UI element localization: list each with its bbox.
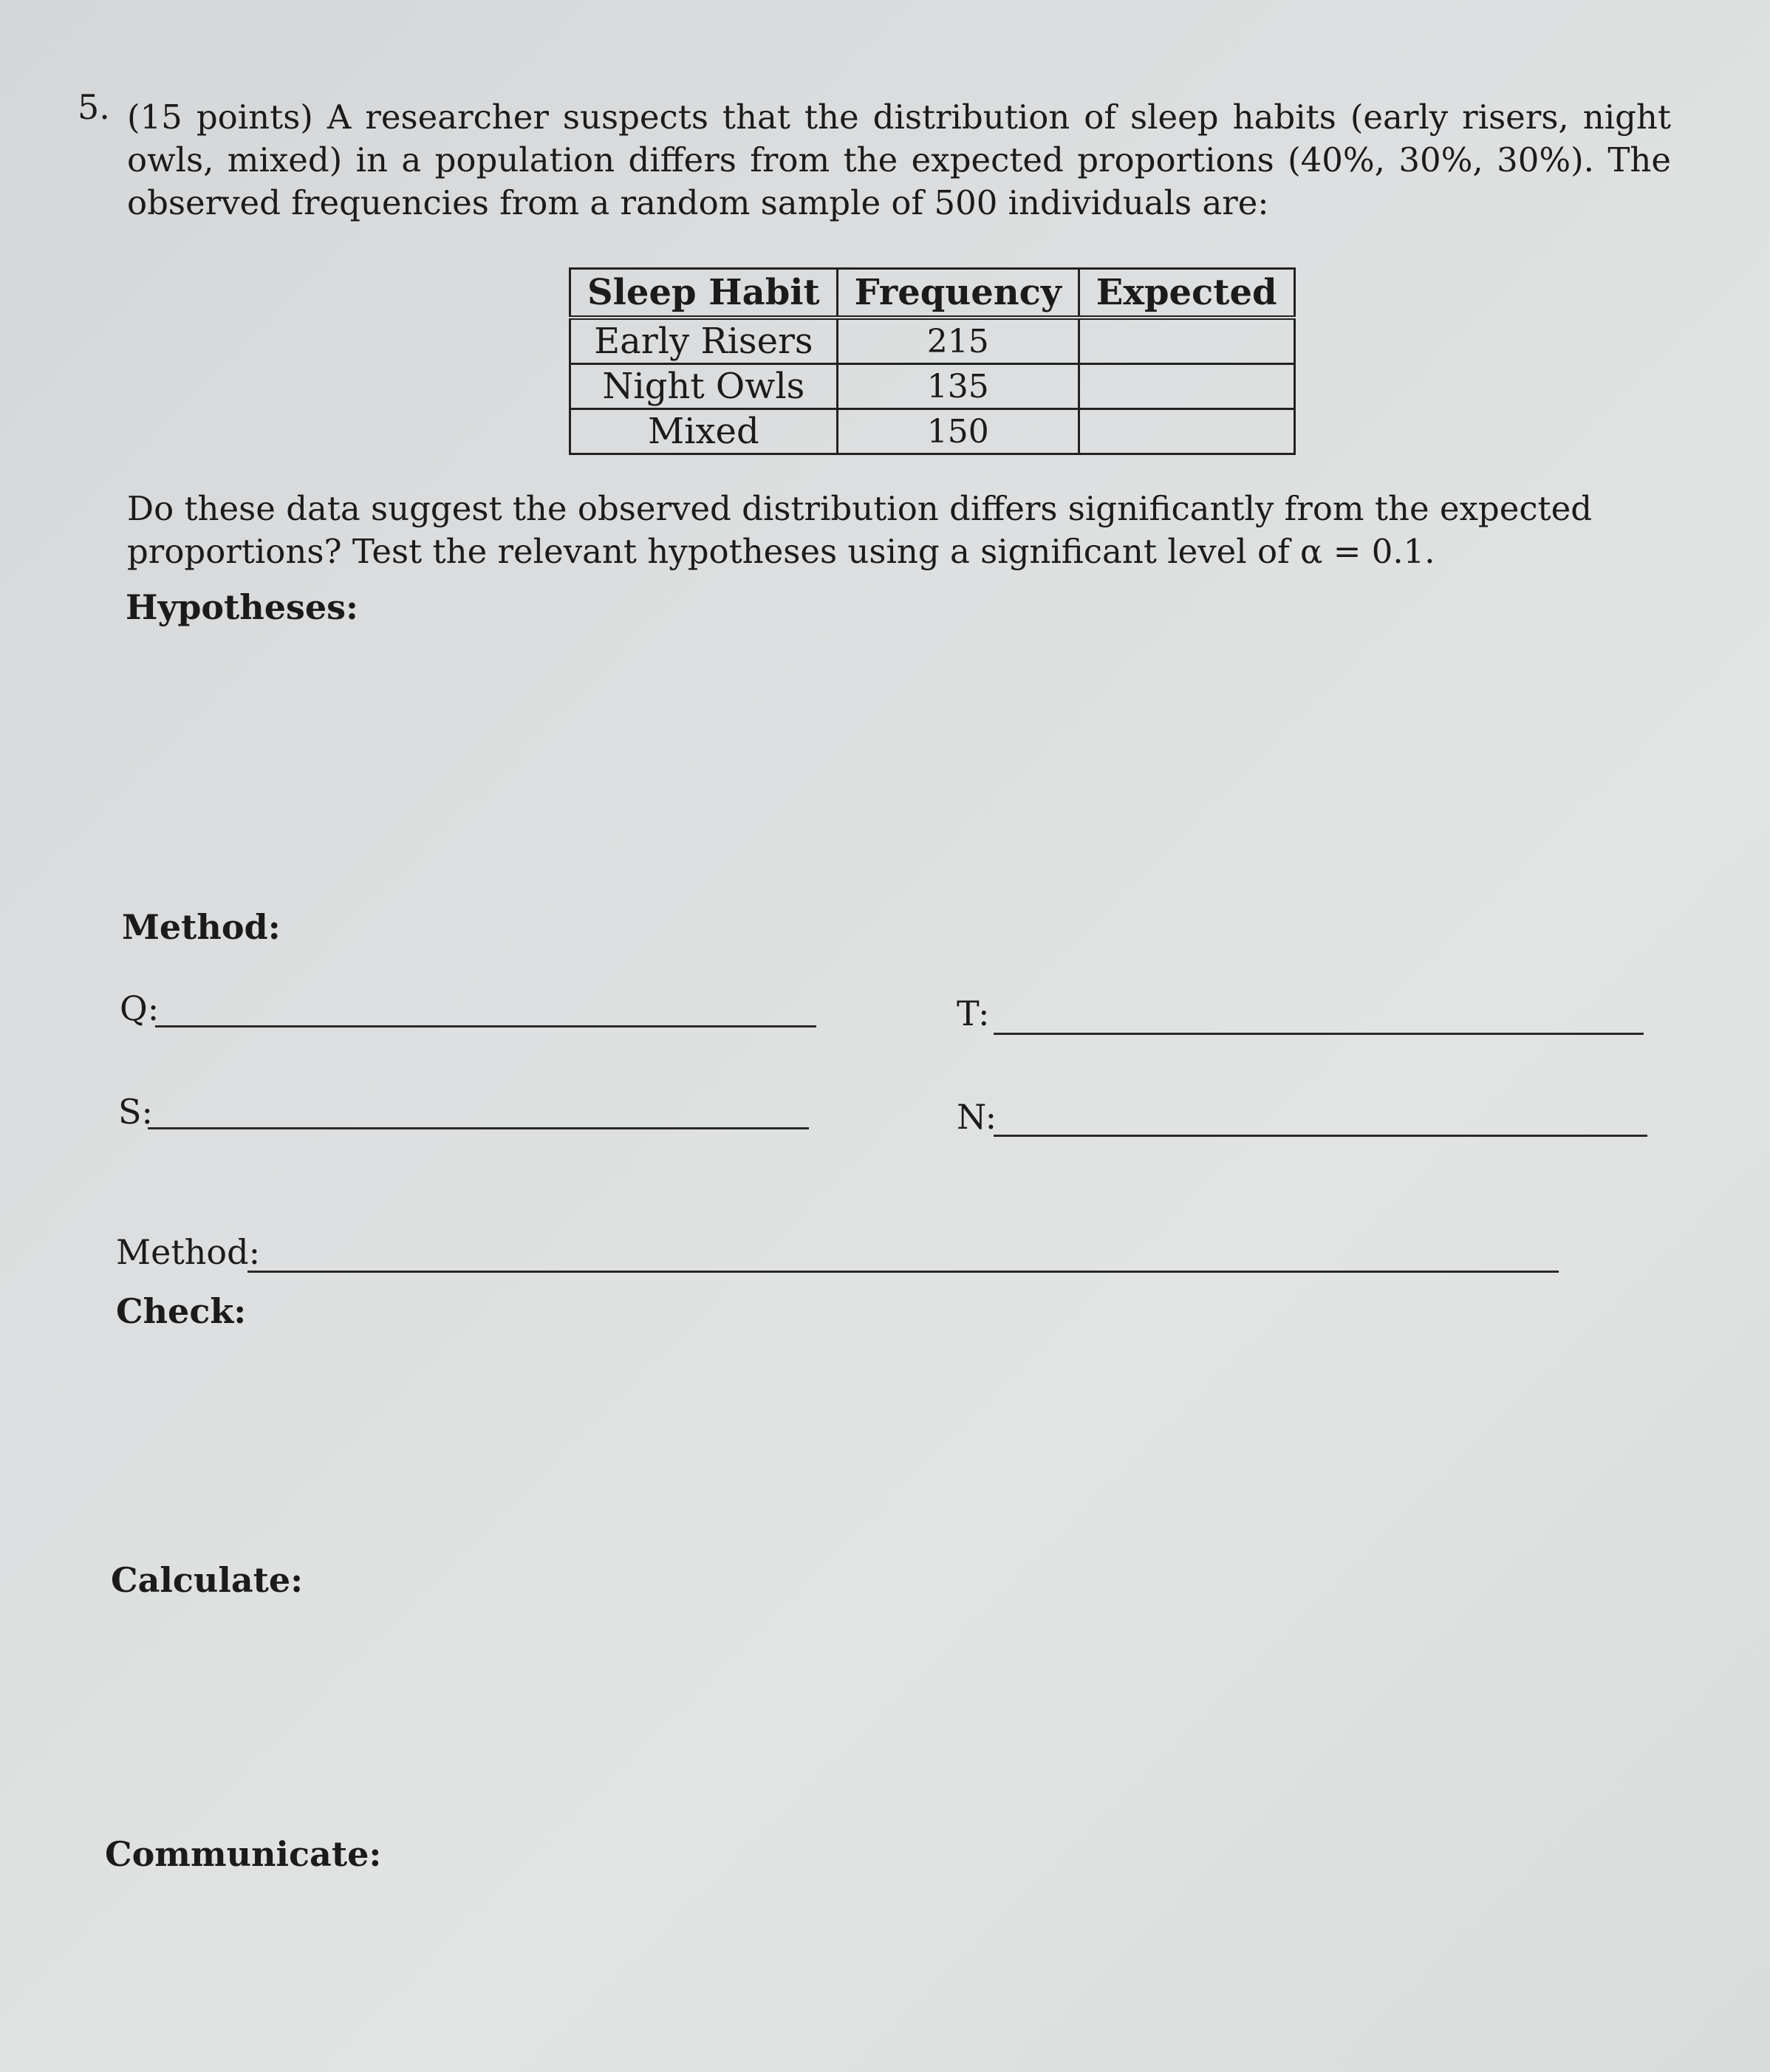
expected-cell[interactable] <box>1079 364 1294 409</box>
check-heading: Check: <box>116 1291 247 1331</box>
habit-cell: Early Risers <box>570 318 838 364</box>
n-answer-line[interactable] <box>994 1135 1647 1137</box>
expected-cell[interactable] <box>1079 318 1294 364</box>
habit-cell: Mixed <box>570 409 838 454</box>
table-row <box>570 318 1295 364</box>
frequency-cell: 215 <box>837 318 1079 364</box>
s-answer-line[interactable] <box>148 1127 809 1129</box>
hypotheses-heading: Hypotheses: <box>126 587 359 627</box>
q-answer-line[interactable] <box>155 1025 816 1028</box>
frequency-cell: 135 <box>837 364 1079 409</box>
question-prompt: Do these data suggest the observed distribution differs significantly from the expected proportions? Test the relevant hypotheses using a significant level of α = 0.1. <box>127 489 1593 571</box>
q-label: Q: <box>120 988 160 1028</box>
calculate-heading: Calculate: <box>111 1560 304 1600</box>
t-label: T: <box>957 994 990 1033</box>
table-row <box>570 364 1295 409</box>
communicate-heading: Communicate: <box>105 1834 382 1874</box>
expected-cell[interactable] <box>1079 409 1294 454</box>
table-header-row <box>570 269 1295 318</box>
header-expected: Expected <box>1079 269 1294 318</box>
question-text: (15 points) A researcher suspects that the distribution of sleep habits (early risers, night owls, mixed) in a population differs from the expected proportions (40%, 30%, 30%). The observed frequencies from a random sample of 500 individuals are: <box>127 98 1671 222</box>
header-frequency: Frequency <box>837 269 1079 318</box>
frequency-cell: 150 <box>837 409 1079 454</box>
header-sleep-habit: Sleep Habit <box>570 269 838 318</box>
table-row <box>570 409 1295 454</box>
t-answer-line[interactable] <box>994 1033 1644 1035</box>
question-number: 5. <box>78 87 110 127</box>
n-label: N: <box>957 1097 997 1137</box>
frequency-table <box>569 267 1296 455</box>
habit-cell: Night Owls <box>570 364 838 409</box>
method-label: Method: <box>116 1232 261 1272</box>
method-heading: Method: <box>122 907 281 947</box>
s-label: S: <box>118 1092 154 1132</box>
method-answer-line[interactable] <box>247 1271 1559 1273</box>
